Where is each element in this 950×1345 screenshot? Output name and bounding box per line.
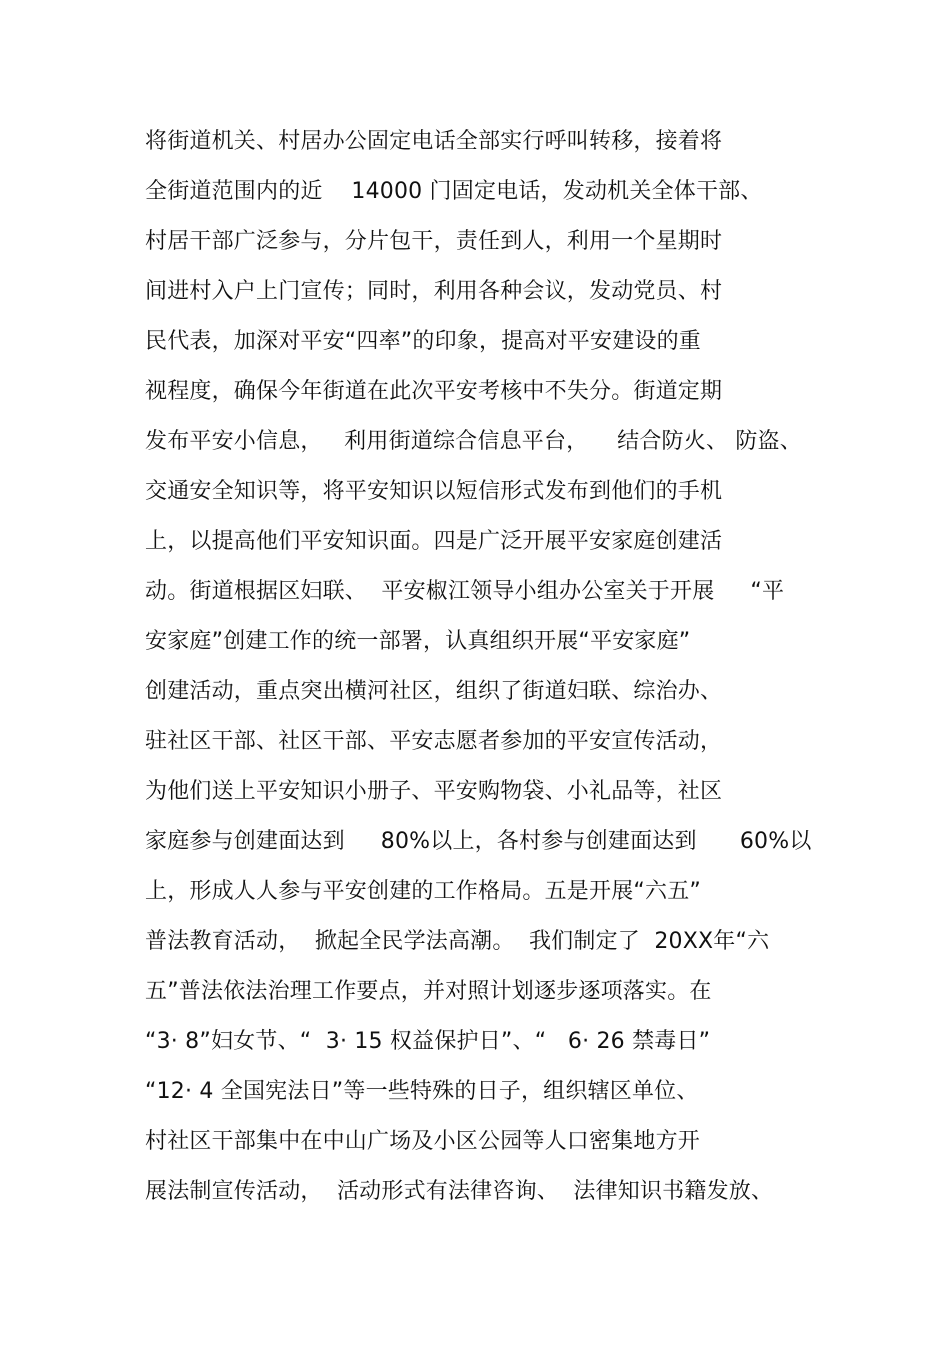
body-text	[145, 122, 825, 1222]
text-line: 上，形成人人参与平安创建的工作格局。五是开展“六五”	[145, 879, 701, 904]
text-line: 展法制宣传活动， 活动形式有法律咨询、 法律知识书籍发放、	[145, 1179, 774, 1204]
text-line: 交通安全知识等，将平安知识以短信形式发布到他们的手机	[145, 479, 723, 504]
text-line: 五”普法依法治理工作要点，并对照计划逐步逐项落实。在	[145, 979, 712, 1004]
text-line: 家庭参与创建面达到 80%以上，各村参与创建面达到 60%以	[145, 829, 812, 854]
text-line: 上，以提高他们平安知识面。四是广泛开展平安家庭创建活	[145, 529, 723, 554]
text-line: 创建活动，重点突出横河社区，组织了街道妇联、综治办、	[145, 679, 723, 704]
text-line: 发布平安小信息， 利用街道综合信息平台， 结合防火、 防盗、	[145, 429, 802, 454]
text-line: 为他们送上平安知识小册子、平安购物袋、小礼品等，社区	[145, 779, 723, 804]
text-line: 普法教育活动， 掀起全民学法高潮。 我们制定了 20XX年“六	[145, 929, 770, 954]
text-line: 视程度，确保今年街道在此次平安考核中不失分。街道定期	[145, 379, 723, 404]
text-line: 安家庭”创建工作的统一部署，认真组织开展“平安家庭”	[145, 629, 691, 654]
text-line: 驻社区干部、社区干部、平安志愿者参加的平安宣传活动，	[145, 729, 723, 754]
text-line: 将街道机关、村居办公固定电话全部实行呼叫转移，接着将	[145, 129, 723, 154]
text-line: 全街道范围内的近 14000 门固定电话，发动机关全体干部、	[145, 179, 763, 204]
text-line: “12· 4 全国宪法日”等一些特殊的日子，组织辖区单位、	[145, 1079, 699, 1104]
text-line: 动。街道根据区妇联、 平安椒江领导小组办公室关于开展 “平	[145, 579, 785, 604]
text-line: 民代表，加深对平安“四率”的印象，提高对平安建设的重	[145, 329, 701, 354]
text-line: 村社区干部集中在中山广场及小区公园等人口密集地方开	[145, 1129, 701, 1154]
text-line: 村居干部广泛参与，分片包干，责任到人，利用一个星期时	[145, 229, 723, 254]
text-line: “3· 8”妇女节、“ 3· 15 权益保护日”、“ 6· 26 禁毒日”	[145, 1029, 711, 1054]
text-line: 间进村入户上门宣传；同时，利用各种会议，发动党员、村	[145, 279, 723, 304]
